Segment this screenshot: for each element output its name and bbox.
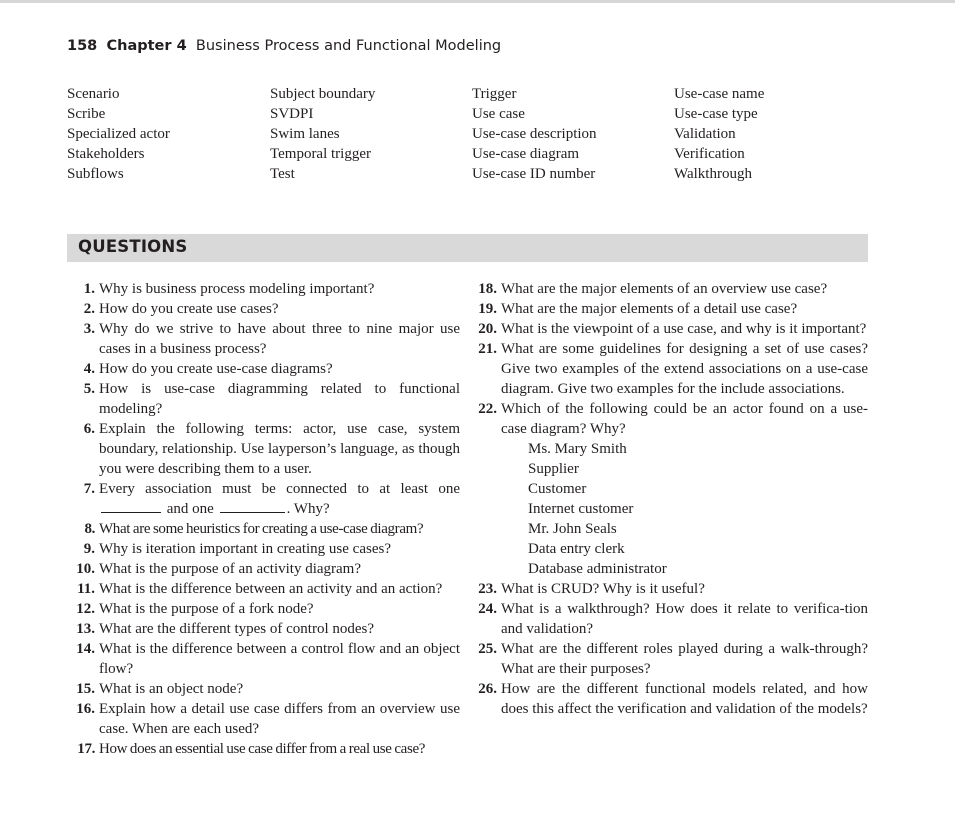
key-term: Use-case diagram [472,146,580,162]
answer-option: Mr. John Seals [528,521,617,537]
question-number: 6. [83,421,95,437]
question-number: 25. [478,641,497,657]
question-number: 23. [478,581,497,597]
question-number: 4. [83,361,95,377]
question-number: 20. [478,321,497,337]
key-term: Test [270,166,295,182]
question-number: 24. [478,601,497,617]
key-term: Use-case type [674,106,758,122]
key-term: Swim lanes [270,126,340,142]
question-number: 21. [478,341,497,357]
question-item [475,319,868,339]
chapter-label: Chapter 4 [106,38,187,54]
question-item [73,739,460,759]
question-number: 13. [76,621,95,637]
question-number: 7. [83,481,95,497]
question-item [73,679,460,699]
question-text: How are the different functional models related, and how does this affect the verification and validation of the models? [501,681,868,717]
top-rule [0,0,955,3]
question-item [73,359,460,379]
question-item [73,599,460,619]
question-text: What is the viewpoint of a use case, and why is it important? [501,321,867,337]
key-terms-column-1 [67,84,170,184]
question-number: 2. [83,301,95,317]
question-text: Why is iteration important in creating use cases? [99,541,391,557]
key-term: Verification [674,146,745,162]
question-number: 22. [478,401,497,417]
question-number: 1. [83,281,95,297]
question-text: Which of the following could be an actor found on a use-case diagram? Why? [501,401,868,437]
question-text: What is an object node? [99,681,244,697]
question-text: Why do we strive to have about three to nine major use cases in a business process? [99,321,460,357]
key-term: Trigger [472,86,517,102]
key-term: SVDPI [270,106,314,122]
fill-in-blank [220,500,285,513]
page-number: 158 [67,38,98,54]
running-header [67,38,501,54]
fill-in-blank [101,500,161,513]
questions-heading: QUESTIONS [78,237,188,256]
question-item [73,379,460,419]
key-term: Specialized actor [67,126,170,142]
question-text: Explain how a detail use case differs from an overview use case. When are each used? [99,701,460,737]
question-item [475,299,868,319]
question-text: What is a walkthrough? How does it relate to verifica-tion and validation? [501,601,868,637]
questions-column-left [73,279,460,759]
question-item [73,419,460,479]
key-term: Temporal trigger [270,146,371,162]
question-item [73,519,460,539]
question-item [475,599,868,639]
question-text: . Why? [286,501,330,517]
question-text: How does an essential use case differ from a real use case? [99,741,426,757]
chapter-title: Business Process and Functional Modeling [195,38,502,54]
question-number: 26. [478,681,497,697]
question-item [73,619,460,639]
question-text: Explain the following terms: actor, use case, system boundary, relationship. Use layperson’s language, as though you were describing them to a user. [99,421,460,477]
question-text: What is the purpose of an activity diagram? [99,561,361,577]
question-item [73,559,460,579]
answer-option: Customer [528,481,587,497]
question-text: How is use-case diagramming related to functional modeling? [99,381,460,417]
questions-column-right [475,279,868,719]
question-text: What are the different roles played during a walk-through? What are their purposes? [501,641,868,677]
question-number: 12. [76,601,95,617]
key-term: Scribe [67,106,106,122]
answer-option: Database administrator [528,561,667,577]
question-text: What are some guidelines for designing a set of use cases? Give two examples of the extend associations on a use-case diagram. Give two examples for the include associations. [501,341,868,397]
question-number: 15. [76,681,95,697]
key-term: Scenario [67,86,120,102]
question-number: 9. [83,541,95,557]
question-text: How do you create use-case diagrams? [99,361,333,377]
key-term: Validation [674,126,736,142]
question-text: What is the difference between an activity and an action? [99,581,443,597]
question-item [475,399,868,439]
question-text: Why is business process modeling important? [99,281,375,297]
key-term: Use case [472,106,525,122]
key-term: Use-case ID number [472,166,596,182]
question-text: Every association must be connected to at least one [99,481,460,497]
answer-option: Ms. Mary Smith [528,441,627,457]
question-text: What is the difference between a control flow and an object flow? [99,641,460,677]
question-item [73,319,460,359]
question-item [73,279,460,299]
question-item [73,699,460,739]
question-item [73,299,460,319]
answer-option: Internet customer [528,501,634,517]
answer-option: Supplier [528,461,579,477]
question-text: How do you create use cases? [99,301,279,317]
question-item [73,539,460,559]
question-text: What are the major elements of an overview use case? [501,281,828,297]
question-number: 18. [478,281,497,297]
question-number: 19. [478,301,497,317]
question-text: What are the major elements of a detail use case? [501,301,798,317]
key-terms-column-3 [472,84,597,184]
question-number: 16. [76,701,95,717]
question-item [73,579,460,599]
question-number: 11. [77,581,95,597]
question-number: 3. [83,321,95,337]
question-text: What are the different types of control nodes? [99,621,375,637]
answer-option: Data entry clerk [528,541,625,557]
key-terms-column-4 [674,84,764,184]
question-text: What are some heuristics for creating a use-case diagram? [99,521,424,537]
key-term: Stakeholders [67,146,145,162]
question-number: 8. [84,521,95,537]
key-term: Use-case name [674,86,765,102]
question-item [475,679,868,719]
question-item [475,339,868,399]
question-item [73,639,460,679]
question-number: 14. [76,641,95,657]
question-text: and one [166,501,214,517]
question-item [475,579,868,599]
key-term: Walkthrough [674,166,752,182]
question-number: 5. [83,381,95,397]
questions-heading-bar [67,234,868,262]
key-terms-column-2 [270,84,375,184]
question-number: 10. [76,561,95,577]
question-item [475,279,868,299]
question-item [73,479,460,519]
question-item [475,639,868,679]
question-text: What is CRUD? Why is it useful? [501,581,705,597]
key-term: Use-case description [472,126,597,142]
question-number: 17. [77,741,95,757]
key-term: Subflows [67,166,124,182]
key-term: Subject boundary [270,86,376,102]
question-text: What is the purpose of a fork node? [99,601,314,617]
